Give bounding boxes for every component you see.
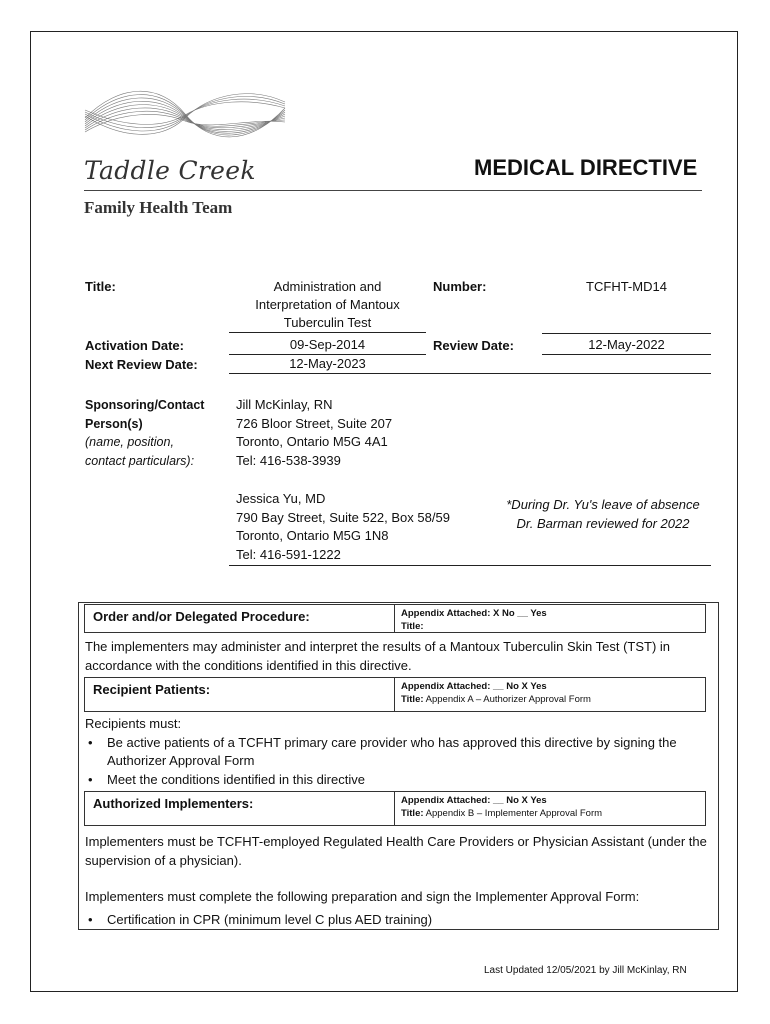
contact-jill-mckinlay: Jill McKinlay, RN 726 Bloor Street, Suite 207 Toronto, Ontario M5G 4A1 Tel: 416-538-3939 — [236, 397, 393, 468]
review-date-label: Review Date: — [433, 338, 514, 353]
contact-jessica-yu: Jessica Yu, MD 790 Bay Street, Suite 522, Box 58/59 Toronto, Ontario M5G 1N8 Tel: 416-591-1222 — [236, 491, 450, 562]
list-item: • Be active patients of a TCFHT primary care provider who has approved this directive by signing the Authorizer Approval Form — [85, 734, 715, 771]
footer-last-updated: Last Updated 12/05/2021 by Jill McKinlay, RN — [484, 965, 687, 976]
review-date-value: 12-May-2022 — [542, 336, 711, 355]
section-recipients-header — [84, 677, 706, 712]
document-type-title: MEDICAL DIRECTIVE — [474, 155, 698, 180]
title-label: Title: — [85, 279, 116, 294]
brand-subtitle: Family Health Team — [84, 198, 233, 217]
sponsor-divider — [229, 565, 711, 566]
next-review-date-value: 12-May-2023 — [229, 355, 711, 374]
section-recipients-body: Recipients must: • Be active patients of a TCFHT primary care provider who has approved this directive by signing the Authorizer Approval Form • Meet the conditions identified in this directive — [85, 715, 715, 789]
header-divider — [84, 190, 702, 191]
list-item: • Certification in CPR (minimum level C plus AED training) — [85, 911, 715, 930]
activation-date-label: Activation Date: — [85, 338, 184, 353]
section-recipients-appendix: Appendix Attached: __ No X Yes Title: Appendix A – Authorizer Approval Form — [401, 681, 591, 705]
section-recipients-heading: Recipient Patients: — [85, 678, 395, 711]
section-order-body: The implementers may administer and interpret the results of a Mantoux Tuberculin Skin Test (TST) in accordance with the conditions identified in this directive. — [85, 639, 671, 673]
brand-name: Taddle Creek — [84, 156, 256, 185]
list-item: • Meet the conditions identified in this directive — [85, 771, 715, 790]
section-implementers-body: Implementers must be TCFHT-employed Regulated Health Care Providers or Physician Assistant (under the supervision of a physician). Implementers must complete the following preparation and sign the Implementer Approval Form: • Certification in CPR (minimum level C plus AED training) — [85, 833, 715, 929]
activation-date-value: 09-Sep-2014 — [229, 336, 426, 355]
number-label: Number: — [433, 279, 487, 294]
sponsor-label: Sponsoring/Contact Person(s) (name, position, contact particulars): — [85, 398, 205, 468]
section-order-heading: Order and/or Delegated Procedure: — [85, 605, 395, 632]
leave-of-absence-note: *During Dr. Yu's leave of absence Dr. Barman reviewed for 2022 — [506, 497, 700, 531]
section-order-appendix: Appendix Attached: X No __ Yes Title: — [401, 608, 547, 632]
section-order-header — [84, 604, 706, 633]
next-review-date-label: Next Review Date: — [85, 357, 198, 372]
title-value: Administration and Interpretation of Mantoux Tuberculin Test — [229, 278, 426, 333]
section-implementers-header — [84, 791, 706, 826]
number-value: TCFHT-MD14 — [542, 278, 711, 334]
section-implementers-heading: Authorized Implementers: — [85, 792, 395, 825]
wave-ribbon-logo-icon — [80, 78, 290, 150]
section-implementers-appendix: Appendix Attached: __ No X Yes Title: Appendix B – Implementer Approval Form — [401, 795, 603, 819]
